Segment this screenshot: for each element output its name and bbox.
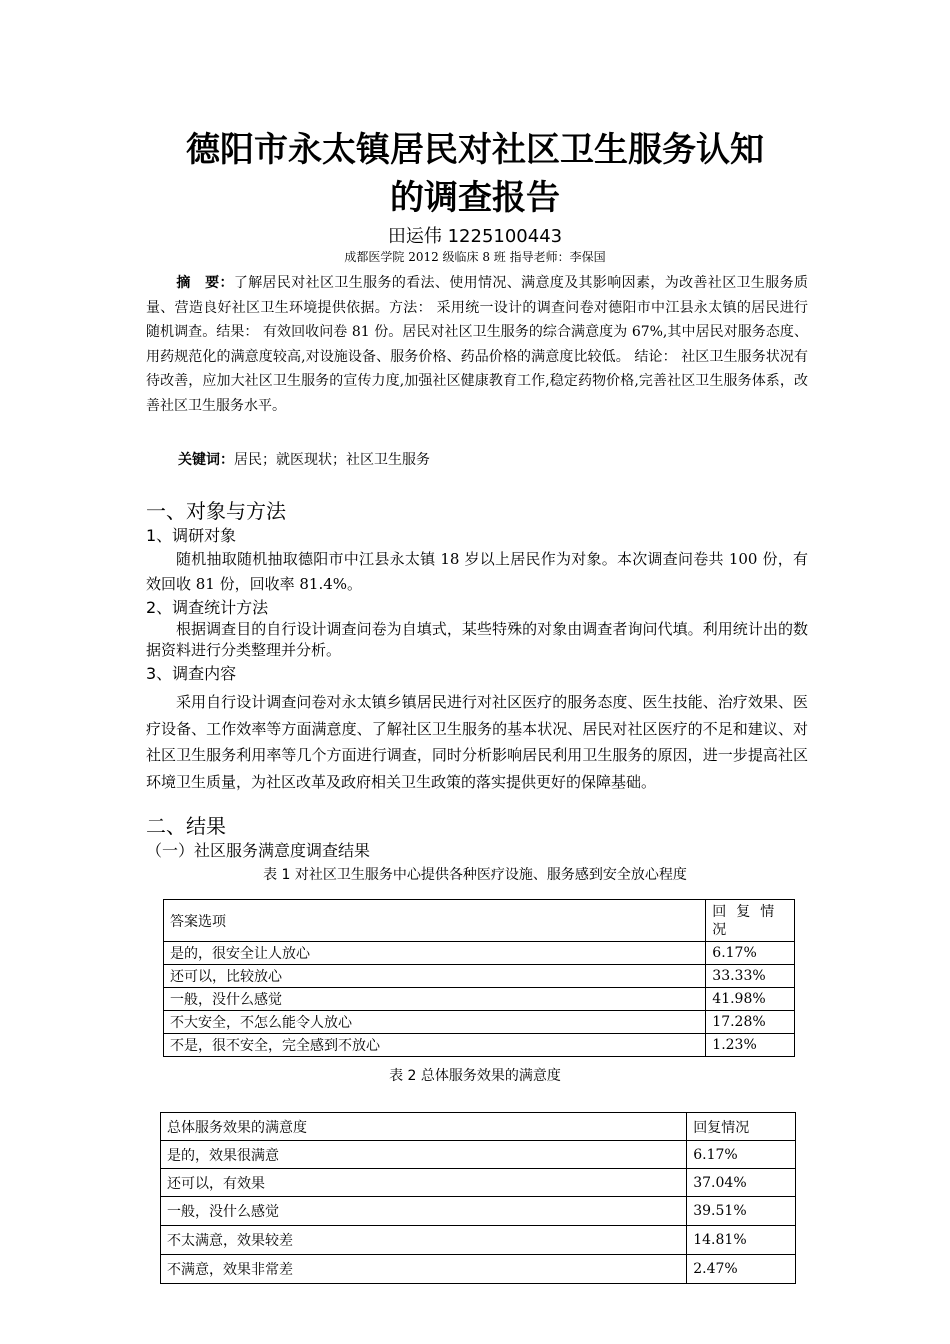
table-cell: 是的，效果很满意 bbox=[161, 1141, 687, 1169]
table1-safety bbox=[163, 899, 795, 1057]
table-row bbox=[161, 1255, 796, 1284]
table-row bbox=[164, 988, 795, 1011]
abstract-text: 了解居民对社区卫生服务的看法、使用情况、满意度及其影响因素，为改善社区卫生服务质量、营造良好社区卫生环境提供依据。方法： 采用统一设计的调查问卷对德阳市中江县永太镇的居民进行随机调查。结果： 有效回收问卷 81 份。居民对社区卫生服务的综合满意度为 67%,其中居民对服务态度、用药规范化的满意度较高,对设施设备、服务价格、药品价格的满意度比较低。 结论： 社区卫生服务状况有待改善，应加大社区卫生服务的宣传力度,加强社区健康教育工作,稳定药物价格,完善社区卫生服务体系，改善社区卫生服务水平。 bbox=[146, 275, 809, 414]
table1-caption: 表 1 对社区卫生服务中心提供各种医疗设施、服务感到安全放心程度 bbox=[263, 867, 687, 883]
table-cell: 1.23% bbox=[706, 1034, 795, 1057]
table-cell: 一般，没什么感觉 bbox=[161, 1197, 687, 1226]
title-line-1: 德阳市永太镇居民对社区卫生服务认知 bbox=[186, 130, 764, 170]
table-row bbox=[164, 965, 795, 988]
table-row bbox=[161, 1226, 796, 1255]
abstract-label: 摘 要： bbox=[176, 275, 234, 291]
keywords-paragraph bbox=[178, 448, 808, 472]
table-cell: 17.28% bbox=[706, 1011, 795, 1034]
table-cell: 6.17% bbox=[706, 942, 795, 965]
affiliation-line: 成都医学院 2012 级临床 8 班 指导老师：李保国 bbox=[344, 250, 606, 264]
table-header-row bbox=[161, 1113, 796, 1141]
table-header-cell: 答案选项 bbox=[164, 900, 706, 942]
table-cell: 41.98% bbox=[706, 988, 795, 1011]
title-line-2: 的调查报告 bbox=[390, 178, 560, 218]
table-cell: 33.33% bbox=[706, 965, 795, 988]
section-heading-results: 二、结果 bbox=[146, 814, 226, 838]
subheading-content: 3、调查内容 bbox=[146, 664, 237, 683]
keywords-label: 关键词： bbox=[178, 452, 234, 468]
table-row bbox=[164, 1011, 795, 1034]
table-cell: 不是，很不安全，完全感到不放心 bbox=[164, 1034, 706, 1057]
table-header-cell: 回复情况 bbox=[687, 1113, 796, 1141]
author-line: 田运伟 1225100443 bbox=[387, 226, 563, 247]
table-cell: 不满意，效果非常差 bbox=[161, 1255, 687, 1284]
table-cell: 14.81% bbox=[687, 1226, 796, 1255]
table-cell: 39.51% bbox=[687, 1197, 796, 1226]
table-cell: 还可以，有效果 bbox=[161, 1169, 687, 1197]
table-cell: 是的，很安全让人放心 bbox=[164, 942, 706, 965]
table-header-cell: 总体服务效果的满意度 bbox=[161, 1113, 687, 1141]
table-cell: 一般，没什么感觉 bbox=[164, 988, 706, 1011]
table-header-cell: 回复情况 bbox=[706, 900, 795, 942]
table-row bbox=[164, 1034, 795, 1057]
table-row bbox=[164, 942, 795, 965]
table2-caption: 表 2 总体服务效果的满意度 bbox=[389, 1068, 561, 1084]
table-cell: 6.17% bbox=[687, 1141, 796, 1169]
subheading-statistics: 2、调查统计方法 bbox=[146, 598, 269, 617]
table2-effect-satisfaction bbox=[160, 1112, 796, 1284]
table-row bbox=[161, 1169, 796, 1197]
table-row bbox=[161, 1197, 796, 1226]
keywords-text: 居民；就医现状；社区卫生服务 bbox=[234, 452, 430, 468]
table-cell: 不太满意，效果较差 bbox=[161, 1226, 687, 1255]
statistics-paragraph: 根据调查目的自行设计调查问卷为自填式，某些特殊的对象由调查者询问代填。利用统计出的数据资料进行分类整理并分析。 bbox=[146, 620, 808, 659]
table-row bbox=[161, 1141, 796, 1169]
table-cell: 2.47% bbox=[687, 1255, 796, 1284]
table-header-row bbox=[164, 900, 795, 942]
table-cell: 37.04% bbox=[687, 1169, 796, 1197]
section-heading-methods: 一、对象与方法 bbox=[146, 499, 286, 523]
table-cell: 不大安全，不怎么能令人放心 bbox=[164, 1011, 706, 1034]
subheading-satisfaction-results: （一）社区服务满意度调查结果 bbox=[146, 841, 371, 860]
subheading-subjects: 1、调研对象 bbox=[146, 526, 237, 545]
subjects-paragraph: 随机抽取随机抽取德阳市中江县永太镇 18 岁以上居民作为对象。本次调查问卷共 100 份，有效回收 81 份，回收率 81.4%。 bbox=[146, 550, 808, 593]
content-paragraph: 采用自行设计调查问卷对永太镇乡镇居民进行对社区医疗的服务态度、医生技能、治疗效果、医疗设备、工作效率等方面满意度、了解社区卫生服务的基本状况、居民对社区医疗的不足和建议、对社区卫生服务利用率等几个方面进行调查，同时分析影响居民利用卫生服务的原因，进一步提高社区环境卫生质量，为社区改革及政府相关卫生政策的落实提供更好的保障基础。 bbox=[146, 693, 808, 791]
table-cell: 还可以，比较放心 bbox=[164, 965, 706, 988]
abstract-paragraph bbox=[146, 271, 808, 419]
